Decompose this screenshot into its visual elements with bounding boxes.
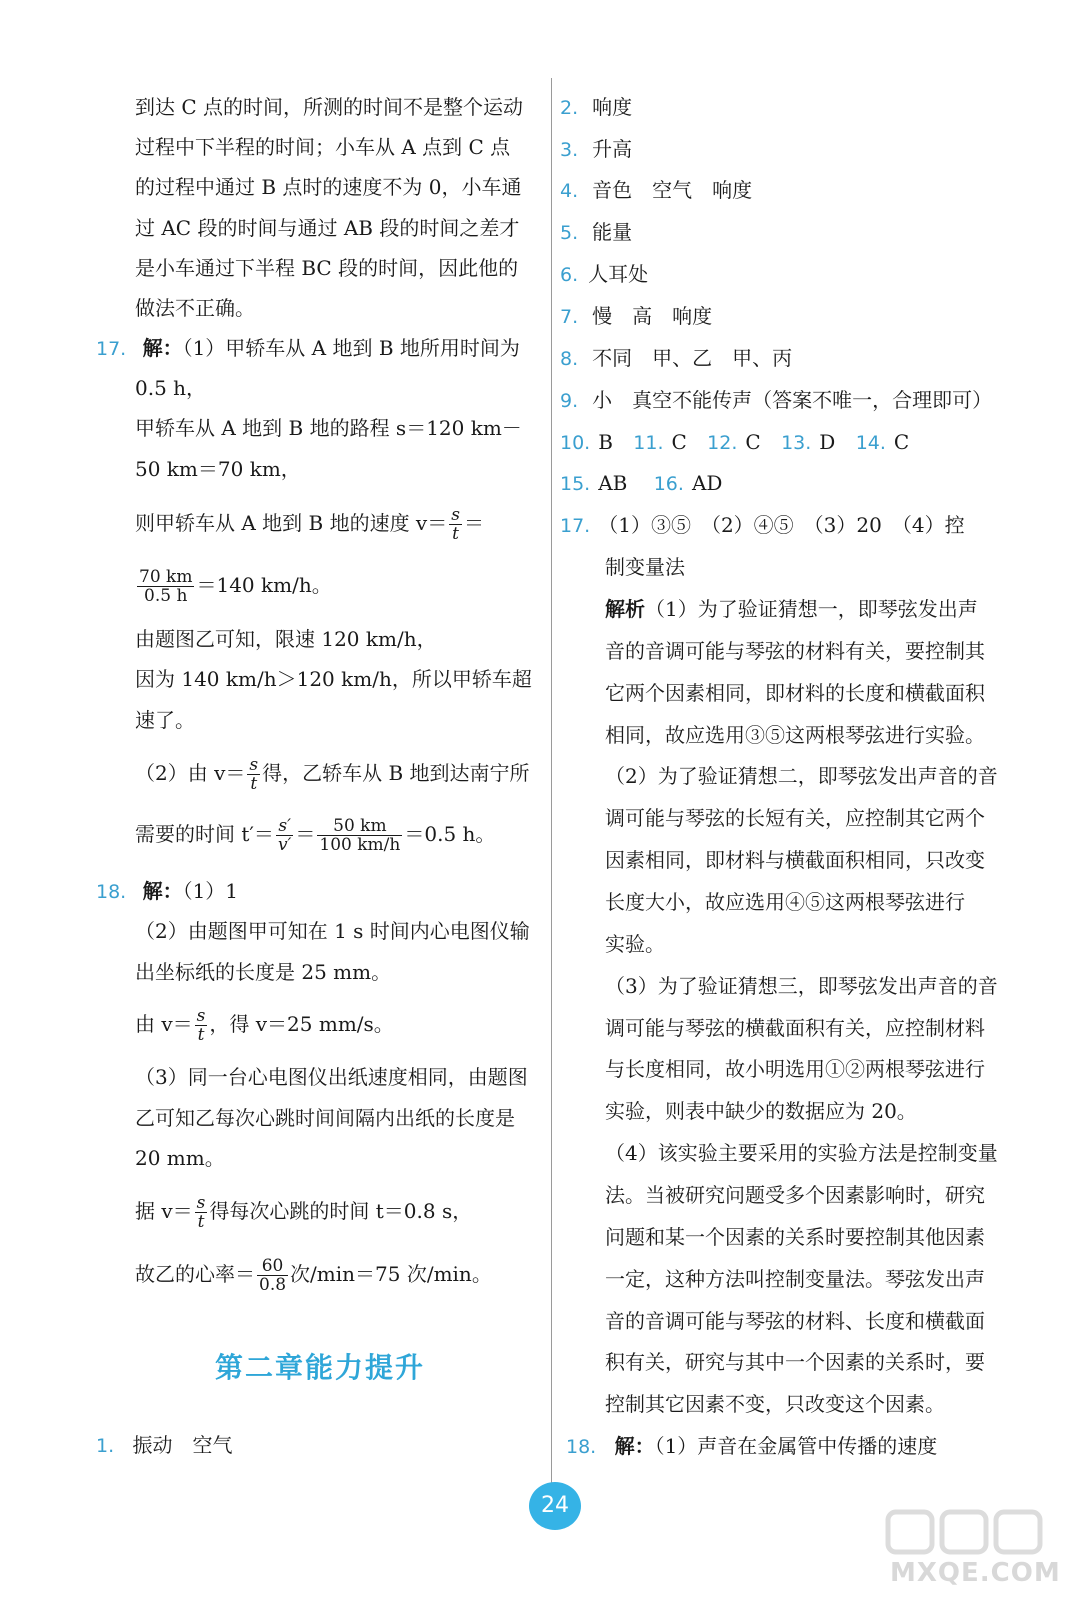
fraction <box>257 1257 288 1294</box>
answer-text: C <box>745 430 761 454</box>
fraction <box>276 817 293 854</box>
answer-text: 振动 空气 <box>132 1433 233 1457</box>
text-line: ，得 v＝25 mm/s。 <box>209 1012 394 1036</box>
fraction <box>195 1007 208 1044</box>
answer-4 <box>560 175 752 205</box>
text-line: 控制其它因素不变，只改变这个因素。 <box>605 1392 945 1416</box>
text-line: 得每次心跳的时间 t＝0.8 s， <box>209 1199 473 1223</box>
question-number: 18. <box>96 881 127 903</box>
text-line: 实验。 <box>605 932 665 956</box>
question-number: 4. <box>560 180 579 202</box>
answer-text: D <box>819 430 836 454</box>
text-line: 到达 C 点的时间，所测的时间不是整个运动 <box>135 95 524 119</box>
text-line: 过 AC 段的时间与通过 AB 段的时间之差才 <box>135 216 520 240</box>
answer-7 <box>560 301 712 331</box>
text-line: 次/min＝75 次/min。 <box>290 1262 492 1286</box>
question-number: 17. <box>560 515 591 537</box>
question-number: 5. <box>560 222 579 244</box>
text-line: 据 v＝ <box>135 1199 193 1223</box>
text-line: 是小车通过下半程 BC 段的时间，因此他的 <box>135 256 519 280</box>
answer-text: 升高 <box>592 137 633 161</box>
question-number: 10. <box>560 432 591 454</box>
answers-10-14 <box>560 427 909 457</box>
denominator: 100 km/h <box>319 835 401 855</box>
formula-line <box>135 568 332 608</box>
denominator: v′ <box>277 835 292 855</box>
text-line: 出坐标纸的长度是 25 mm。 <box>135 960 392 984</box>
denominator: t <box>452 524 460 544</box>
text-line: （1）1 <box>182 879 239 903</box>
equals-sign: ＝ <box>463 511 484 535</box>
text-line: 得，乙轿车从 B 地到达南宁所 <box>262 761 530 785</box>
answer-5 <box>560 217 632 247</box>
answer-3 <box>560 134 632 164</box>
question-number: 3. <box>560 139 579 161</box>
question-number: 9. <box>560 390 579 412</box>
numerator: s <box>196 1193 206 1213</box>
text-line: 的过程中通过 B 点时的速度不为 0，小车通 <box>135 175 522 199</box>
question-number: 18. <box>566 1436 597 1458</box>
answer-text: 人耳处 <box>588 262 649 286</box>
text-line: 需要的时间 t′＝ <box>135 822 274 846</box>
answer-text: 能量 <box>592 220 633 244</box>
text-line: 音的音调可能与琴弦的材料有关，要控制其 <box>605 639 985 663</box>
formula-line <box>135 817 495 857</box>
text-line: （2）为了验证猜想二，即琴弦发出声音的音 <box>605 764 998 788</box>
text-line: （3）为了验证猜想三，即琴弦发出声音的音 <box>605 974 998 998</box>
answer-text: 响度 <box>592 95 633 119</box>
solution-label: 解： <box>142 336 183 360</box>
text-line: （2）由 v＝ <box>135 761 246 785</box>
text-line: 制变量法 <box>605 555 685 579</box>
answers-15-16 <box>560 468 722 498</box>
answer-8 <box>560 343 792 373</box>
formula-line <box>135 1007 394 1043</box>
answer-17 <box>560 510 965 540</box>
text-line: 音的音调可能与琴弦的材料、长度和横截面 <box>605 1309 985 1333</box>
column-divider <box>551 78 552 1488</box>
analysis-label: 解析 <box>605 597 645 621</box>
answer-2 <box>560 92 632 122</box>
answer-18 <box>566 1431 937 1461</box>
answer-text: B <box>598 430 613 454</box>
question-number: 14. <box>855 432 886 454</box>
formula-line <box>135 506 484 542</box>
text-line: 50 km＝70 km， <box>135 457 301 481</box>
text-line: 由 v＝ <box>135 1012 193 1036</box>
text-line: 故乙的心率＝ <box>135 1262 255 1286</box>
text-line: ＝140 km/h。 <box>196 573 332 597</box>
text-line: 因为 140 km/h＞120 km/h，所以甲轿车超 <box>135 667 532 691</box>
question-number: 17. <box>96 338 127 360</box>
numerator: 50 km <box>317 817 402 836</box>
text-line: （1）声音在金属管中传播的速度 <box>654 1434 938 1458</box>
text-line: 问题和某一个因素的关系时要控制其他因素 <box>605 1225 985 1249</box>
text-line: 一定，这种方法叫控制变量法。琴弦发出声 <box>605 1267 985 1291</box>
fraction <box>449 506 462 543</box>
text-line: （1）为了验证猜想一，即琴弦发出声 <box>645 597 978 621</box>
answer-text: AB <box>598 471 628 495</box>
text-line: 调可能与琴弦的长短有关，应控制其它两个 <box>605 806 985 830</box>
question-number: 13. <box>781 432 812 454</box>
text-line: ＝0.5 h。 <box>404 822 496 846</box>
numerator: s′ <box>276 817 293 836</box>
numerator: s <box>249 755 259 775</box>
text-line: 过程中下半程的时间；小车从 A 点到 C 点 <box>135 135 511 159</box>
denominator: t <box>197 1025 205 1045</box>
formula-line <box>135 1257 492 1297</box>
text-line: 它两个因素相同，即材料的长度和横截面积 <box>605 681 985 705</box>
equals-sign: ＝ <box>295 822 316 846</box>
question-number: 15. <box>560 473 591 495</box>
denominator: 0.5 h <box>144 586 188 606</box>
question-18 <box>96 876 238 906</box>
text-line: 因素相同，即材料与横截面积相同，只改变 <box>605 848 985 872</box>
text-line: 实验，则表中缺少的数据应为 20。 <box>605 1099 917 1123</box>
formula-line <box>135 756 530 792</box>
text-line: 法。当被研究问题受多个因素影响时，研究 <box>605 1183 985 1207</box>
text-line: 由题图乙可知，限速 120 km/h， <box>135 627 437 651</box>
denominator: t <box>250 774 258 794</box>
fraction <box>317 817 402 854</box>
question-number: 16. <box>653 473 684 495</box>
question-1 <box>96 1430 233 1460</box>
text-line: 做法不正确。 <box>135 296 255 320</box>
answer-text: C <box>671 430 687 454</box>
text-line: （1）甲轿车从 A 地到 B 地所用时间为 <box>182 336 520 360</box>
analysis-line <box>605 594 978 624</box>
question-number: 7. <box>560 306 579 328</box>
fraction <box>247 756 260 793</box>
question-number: 12. <box>707 432 738 454</box>
text-line: （2）由题图甲可知在 1 s 时间内心电图仪输 <box>135 919 530 943</box>
fraction <box>137 568 194 605</box>
denominator: t <box>197 1212 205 1232</box>
numerator: 60 <box>257 1257 288 1276</box>
text-line: （4）该实验主要采用的实验方法是控制变量 <box>605 1141 998 1165</box>
text-line: 0.5 h， <box>135 376 207 400</box>
denominator: 0.8 <box>259 1275 287 1295</box>
answer-text: 慢 高 响度 <box>592 304 713 328</box>
question-number: 1. <box>96 1435 115 1457</box>
solution-label: 解： <box>614 1434 655 1458</box>
text-line: 积有关，研究与其中一个因素的关系时，要 <box>605 1350 985 1374</box>
text-line: 20 mm。 <box>135 1146 225 1170</box>
numerator: s <box>451 505 460 525</box>
text-line: （3）同一台心电图仪出纸速度相同，由题图 <box>135 1065 528 1089</box>
text-line: 与长度相同，故小明选用①②两根琴弦进行 <box>605 1057 985 1081</box>
text-line: 长度大小，故应选用④⑤这两根琴弦进行 <box>605 890 965 914</box>
answer-9 <box>560 385 992 415</box>
text-line: 则甲轿车从 A 地到 B 地的速度 v＝ <box>135 511 448 535</box>
section-heading: 第二章能力提升 <box>215 1351 426 1384</box>
answer-text: 音色 空气 响度 <box>592 178 753 202</box>
answer-text: 小 真空不能传声（答案不唯一，合理即可） <box>592 388 993 412</box>
answer-text: 不同 甲、乙 甲、丙 <box>592 346 793 370</box>
text-line: 速了。 <box>135 708 195 732</box>
numerator: 70 km <box>139 567 193 587</box>
question-number: 2. <box>560 97 579 119</box>
page-number: 24 <box>529 1482 581 1530</box>
answer-6 <box>560 259 648 289</box>
text-line: 相同，故应选用③⑤这两根琴弦进行实验。 <box>605 723 985 747</box>
answer-text: C <box>893 430 910 454</box>
watermark-text: MXQE.COM <box>890 1558 1061 1588</box>
text-line: 乙可知乙每次心跳时间间隔内出纸的长度是 <box>135 1106 515 1130</box>
formula-line <box>135 1194 472 1230</box>
answer-text: AD <box>691 471 723 495</box>
solution-label: 解： <box>142 879 183 903</box>
text-line: 甲轿车从 A 地到 B 地的路程 s＝120 km－ <box>135 416 522 440</box>
answer-text: （1）③⑤ （2）④⑤ （3）20 （4）控 <box>598 513 965 537</box>
question-number: 6. <box>560 264 579 286</box>
question-number: 11. <box>633 432 664 454</box>
text-line: 调可能与琴弦的横截面积有关，应控制材料 <box>605 1016 985 1040</box>
question-17 <box>96 333 520 363</box>
question-number: 8. <box>560 348 579 370</box>
fraction <box>195 1194 208 1231</box>
numerator: s <box>196 1006 206 1026</box>
